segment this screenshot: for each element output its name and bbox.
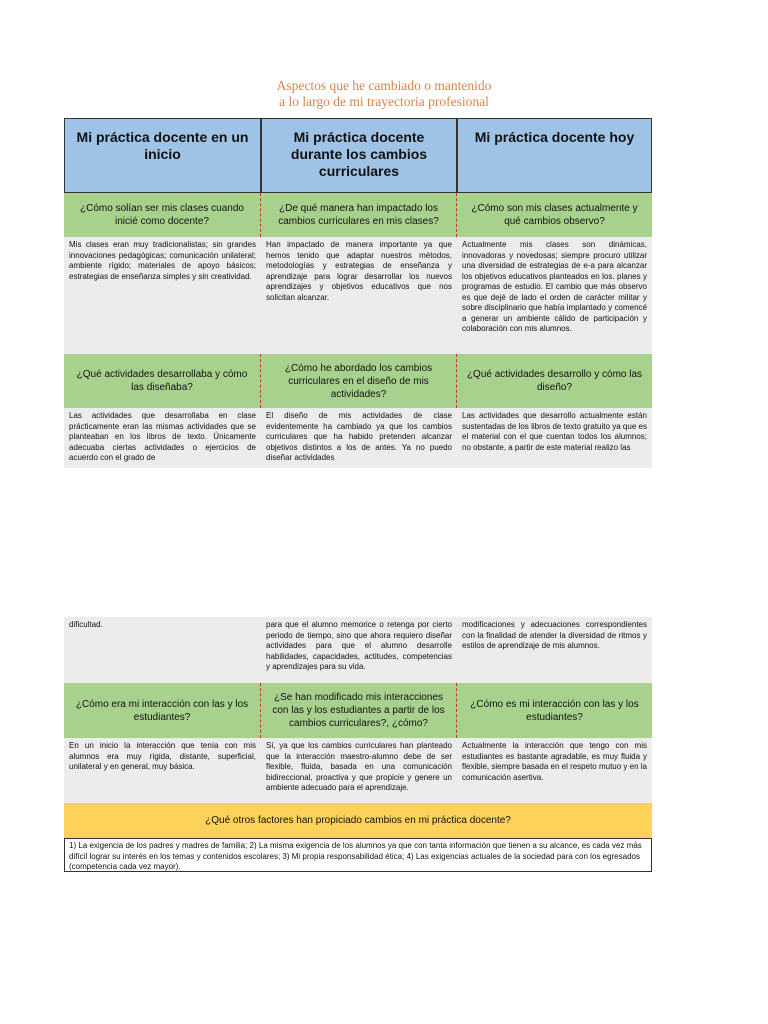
header-during-changes: Mi práctica docente durante los cambios curriculares — [261, 118, 457, 193]
answer-cell: Las actividades que desarrollaba en clase prácticamente eran las mismas actividades que se planteaban en los libros de texto. Únicamente adecuaba ciertas actividades o ejercicios de acuerdo con el grado de — [64, 408, 261, 468]
header-row — [64, 118, 652, 193]
question-cell: ¿Qué actividades desarrollaba y cómo las diseñaba? — [64, 354, 261, 408]
answer-row-2-bottom — [64, 617, 652, 683]
document-title — [0, 78, 768, 110]
question-cell: ¿De qué manera han impactado los cambios curriculares en mis clases? — [261, 193, 457, 237]
header-initial: Mi práctica docente en un inicio — [64, 118, 261, 193]
question-row-2 — [64, 354, 652, 408]
answer-row-2-top — [64, 408, 652, 468]
question-cell: ¿Cómo era mi interacción con las y los estudiantes? — [64, 683, 261, 738]
answer-cell: dificultad. — [64, 617, 261, 683]
question-cell: ¿Cómo es mi interacción con las y los estudiantes? — [457, 683, 652, 738]
question-cell: ¿Qué actividades desarrollo y cómo las diseño? — [457, 354, 652, 408]
answer-cell: Han impactado de manera importante ya que hemos tenido que adaptar nuestros métodos, metodologías y estrategias de enseñanza y aprendizaje para lograr desarrollar los nuevos aprendizajes y objetivos educativos que nos solicitan alcanzar. — [261, 237, 457, 354]
final-answer: 1) La exigencia de los padres y madres de familia; 2) La misma exigencia de los alumnos ya que con tanta información que tienen a su alcance, es cada vez más difícil lograr su interés en los temas y contenidos escolares; 3) Mi propia responsabilidad ética; 4) Las exigencias actuales de la sociedad para con los egresados (competencia cada vez mayor). — [64, 838, 652, 872]
title-line-1: Aspectos que he cambiado o mantenido — [276, 78, 492, 93]
question-row-1 — [64, 193, 652, 237]
question-cell: ¿Cómo he abordado los cambios curriculares en el diseño de mis actividades? — [261, 354, 457, 408]
question-cell: ¿Se han modificado mis interacciones con las y los estudiantes a partir de los cambios curriculares?, ¿cómo? — [261, 683, 457, 738]
answer-cell: Sí, ya que los cambios curriculares han planteado que la interacción maestro-alumno debe de ser flexible, fluida, basada en una comunicación bidireccional, proactiva y que propicie y genere un ambiente adecuado para el aprendizaje. — [261, 738, 457, 803]
answer-cell: El diseño de mis actividades de clase evidentemente ha cambiado ya que los cambios curriculares que ha habido pretenden alcanzar objetivos distintos a los de antes. Ya no puedo diseñar actividades — [261, 408, 457, 468]
answer-cell: para que el alumno memorice o retenga por cierto periodo de tiempo, sino que ahora requiero diseñar actividades para que el alumno desarrolle habilidades, capacidades, actitudes, competencias y aprendizajes para su vida. — [261, 617, 457, 683]
question-cell: ¿Cómo solían ser mis clases cuando inicié como docente? — [64, 193, 261, 237]
title-line-2: a lo largo de mi trayectoria profesional — [279, 94, 489, 109]
answer-row-1 — [64, 237, 652, 354]
answer-cell: Actualmente la interacción que tengo con mis estudiantes es bastante agradable, es muy fluida y flexible, siempre basada en el respeto mutuo y en la comunicación asertiva. — [457, 738, 652, 803]
answer-cell: En un inicio la interacción que tenía con mis alumnos era muy rígida, distante, superficial, unilateral y en general, muy básica. — [64, 738, 261, 803]
final-question: ¿Qué otros factores han propiciado cambios en mi práctica docente? — [64, 803, 652, 838]
answer-cell: Las actividades que desarrollo actualmente están sustentadas de los libros de texto gratuito ya que es el material con el que cuentan todos los alumnos; no obstante, a partir de este material realizo las — [457, 408, 652, 468]
header-today: Mi práctica docente hoy — [457, 118, 652, 193]
question-cell: ¿Cómo son mis clases actualmente y qué cambios observo? — [457, 193, 652, 237]
answer-row-3 — [64, 738, 652, 803]
answer-cell: modificaciones y adecuaciones correspondientes con la finalidad de atender la diversidad de ritmos y estilos de aprendizaje de mis alumnos. — [457, 617, 652, 683]
answer-cell: Mis clases eran muy tradicionalistas; sin grandes innovaciones pedagógicas; comunicación unilateral; ambiente rígido; materiales de apoyo básicos; estrategias de enseñanza simples y sin creatividad. — [64, 237, 261, 354]
answer-cell: Actualmente mis clases son dinámicas, innovadoras y novedosas; siempre procuro utilizar una diversidad de estrategias de e-a para alcanzar los objetivos educativos planteados en los. planes y programas de estudio. El cambio que más observo es que dejé de lado el orden de carácter militar y sobre disciplinario que había implantado y comencé a generar un ambiente cálido de participación y colaboración con mis alumnos. — [457, 237, 652, 354]
question-row-3 — [64, 683, 652, 738]
